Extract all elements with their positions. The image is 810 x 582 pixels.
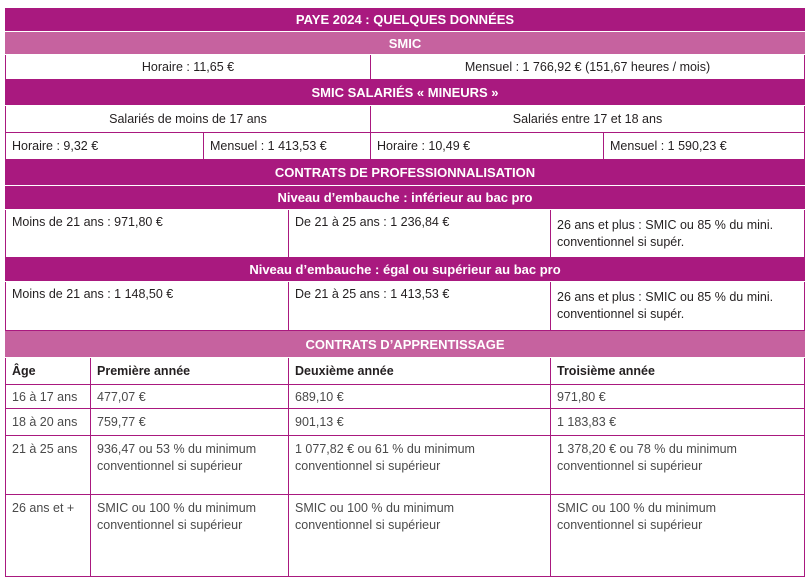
pro-niveau2-header-text: Niveau d’embauche : égal ou supérieur au bac pro [249, 262, 561, 277]
table-row [5, 495, 805, 577]
between-17-18-mensuel: Mensuel : 1 590,23 € [604, 133, 805, 160]
apprentissage-header [5, 331, 805, 358]
smic-row [5, 55, 805, 80]
pro-niveau2-under-21: Moins de 21 ans : 1 148,50 € [5, 282, 289, 331]
column-header: Âge [5, 358, 91, 385]
pro-niveau2-row [5, 282, 805, 331]
table-cell: SMIC ou 100 % du minimum conventionnel si supérieur [289, 495, 551, 577]
pro-niveau2-header [5, 258, 805, 282]
table-cell: 16 à 17 ans [5, 385, 91, 409]
table-cell: 901,13 € [289, 409, 551, 436]
apprentissage-columns-row [5, 358, 805, 385]
column-header: Première année [91, 358, 289, 385]
table-title-text: PAYE 2024 : QUELQUES DONNÉES [295, 12, 515, 27]
table-cell: 1 378,20 € ou 78 % du minimum conventionnel si supérieur [551, 436, 805, 495]
between-17-18-horaire: Horaire : 10,49 € [371, 133, 604, 160]
table-cell: 18 à 20 ans [5, 409, 91, 436]
pro-niveau1-header [5, 186, 805, 210]
table-cell: 26 ans et + [5, 495, 91, 577]
table-cell: SMIC ou 100 % du minimum conventionnel si supérieur [551, 495, 805, 577]
pro-niveau1-26-plus: 26 ans et plus : SMIC ou 85 % du mini. conventionnel si supér. [551, 210, 805, 258]
table-row [5, 436, 805, 495]
group-17-18: Salariés entre 17 et 18 ans [371, 106, 805, 133]
table-cell: 759,77 € [91, 409, 289, 436]
pro-niveau1-header-text: Niveau d’embauche : inférieur au bac pro [277, 190, 533, 205]
pro-niveau2-21-25: De 21 à 25 ans : 1 413,53 € [289, 282, 551, 331]
smic-header-text: SMIC [388, 35, 422, 51]
pro-niveau2-26-plus: 26 ans et plus : SMIC ou 85 % du mini. conventionnel si supér. [551, 282, 805, 331]
table-cell: SMIC ou 100 % du minimum conventionnel si supérieur [91, 495, 289, 577]
group-under-17: Salariés de moins de 17 ans [5, 106, 371, 133]
mineurs-header [5, 80, 805, 106]
smic-header [5, 32, 805, 55]
apprentissage-header-text: CONTRATS D’APPRENTISSAGE [305, 336, 505, 352]
column-header: Deuxième année [289, 358, 551, 385]
table-title [5, 8, 805, 32]
mineurs-values-row [5, 133, 805, 160]
pro-niveau1-under-21: Moins de 21 ans : 971,80 € [5, 210, 289, 258]
smic-horaire: Horaire : 11,65 € [5, 55, 371, 80]
table-cell: 971,80 € [551, 385, 805, 409]
smic-mensuel: Mensuel : 1 766,92 € (151,67 heures / mois) [371, 55, 805, 80]
mineurs-header-text: SMIC SALARIÉS « MINEURS » [311, 85, 499, 100]
pro-header-text: CONTRATS DE PROFESSIONNALISATION [274, 165, 536, 180]
table-cell: 936,47 ou 53 % du minimum conventionnel si supérieur [91, 436, 289, 495]
table-cell: 477,07 € [91, 385, 289, 409]
under-17-mensuel: Mensuel : 1 413,53 € [204, 133, 371, 160]
under-17-horaire: Horaire : 9,32 € [5, 133, 204, 160]
table-cell: 689,10 € [289, 385, 551, 409]
column-header: Troisième année [551, 358, 805, 385]
table-row [5, 385, 805, 409]
pro-niveau1-row [5, 210, 805, 258]
table-cell: 1 077,82 € ou 61 % du minimum conventionnel si supérieur [289, 436, 551, 495]
pro-header [5, 160, 805, 186]
table-cell: 1 183,83 € [551, 409, 805, 436]
mineurs-groups-row [5, 106, 805, 133]
pro-niveau1-21-25: De 21 à 25 ans : 1 236,84 € [289, 210, 551, 258]
table-cell: 21 à 25 ans [5, 436, 91, 495]
table-row [5, 409, 805, 436]
